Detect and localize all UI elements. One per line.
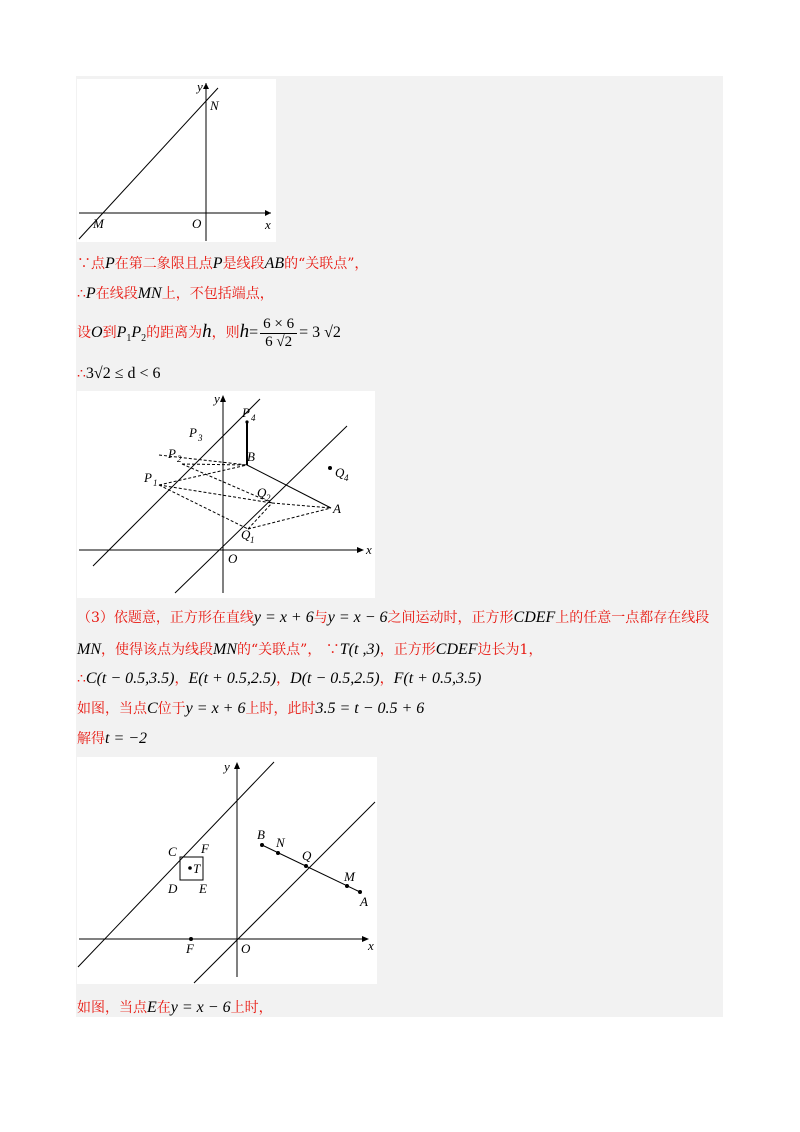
label-y: y [224,759,230,774]
text: 上的任意一点都存在线段 [555,610,710,626]
math-p2: P [131,324,142,341]
line-10 [77,998,273,1018]
sub: 1 [126,332,132,344]
figure-2-svg [77,391,375,598]
label-m: M [93,216,104,231]
text: 解得 [77,731,105,747]
text: 的“关联点”， ∵ [237,642,340,658]
math-square: CDEF [513,609,556,626]
text: 如图，当点 [77,701,147,717]
label-q1-sub: 1 [250,535,255,545]
text: 上，不包括端点， [161,286,274,302]
line-9 [77,729,147,749]
label-b: B [247,449,255,464]
label-p3-sub: 3 [198,433,203,443]
math-line-1: y = x + 6 [253,609,314,626]
label-p4-sub: 4 [251,413,256,423]
label-f-square: F [201,841,209,856]
figure-2-graph [77,391,375,598]
text: ， [276,671,291,687]
text: 位于 [157,701,186,717]
label-o: O [192,216,202,231]
line-2 [77,284,274,304]
line-lower [175,426,347,593]
text: ∴ [77,671,86,687]
text: 的“关联点”， [284,256,369,272]
math-result: t = −2 [105,730,148,747]
label-p4: P [242,405,250,420]
figure-3-svg [77,757,377,984]
math-f: F(t + 0.5,3.5) [393,670,482,687]
math-equation: 3.5 = t − 0.5 + 6 [315,700,425,717]
label-a: A [360,894,368,909]
point-m [345,884,349,888]
math-p: P [212,255,223,272]
text: ， [379,671,394,687]
label-q2-sub: 2 [266,493,271,503]
label-t: T [193,861,201,876]
label-m: M [344,869,355,884]
label-e: E [199,881,207,896]
math-c: C [147,700,158,717]
label-b: B [257,827,265,842]
label-y: y [214,391,220,406]
math-mn: MN [77,641,101,658]
line-7 [77,669,481,689]
fraction-denominator: 6 √2 [265,333,293,350]
label-q: Q [302,848,312,863]
figure-1-svg [77,79,276,242]
line-5 [77,608,709,628]
label-p2-sub: 2 [177,454,182,464]
text: 在 [156,1000,171,1016]
text: ∴ [77,286,86,302]
math-e: E(t + 0.5,2.5) [188,670,277,687]
text: 上时，此时 [245,701,316,717]
math-mn: MN [213,641,237,658]
math-p: P [105,255,115,272]
point-q4 [328,466,332,470]
label-q1: Q [241,527,251,542]
point-t [188,866,192,870]
y-axis-arrow-icon [203,83,209,89]
figure-3-graph [77,757,377,984]
math-result: = 3 √2 [299,324,341,341]
math-ab: AB [264,255,285,272]
text: 到 [102,325,117,341]
math-d: D(t − 0.5,2.5) [290,670,380,687]
text: ∵点 [77,256,105,272]
line-6 [77,640,542,660]
point-q [304,864,308,868]
label-x: x [366,542,372,557]
math-line: y = x + 6 [185,700,246,717]
math-inequality: 3√2 ≤ d < 6 [85,365,161,382]
y-axis-arrow-icon [220,395,226,402]
point-n [276,851,280,855]
x-axis-arrow-icon [357,547,364,553]
point-p4 [245,420,248,423]
math-t: T(t ,3) [339,641,380,658]
label-q4-sub: 4 [344,473,349,483]
x-axis-arrow-icon [265,210,271,216]
math-mn: MN [137,285,162,302]
label-x: x [265,217,271,232]
text: ∴ [77,366,86,382]
label-q2: Q [257,485,267,500]
text: 在第二象限且点 [114,256,213,272]
text: （3）依题意，正方形在直线 [77,610,254,626]
label-x: x [368,938,374,953]
text: 上时， [230,1000,273,1016]
sub: 2 [141,332,147,344]
text: 在线段 [95,286,138,302]
text: ，使得该点为线段 [101,642,213,658]
label-o: O [241,941,251,956]
fraction [260,316,297,351]
line-upper [93,399,260,566]
math-h: h [202,321,212,342]
text: 设 [77,325,91,341]
line-3 [77,313,341,358]
text: 与 [313,610,328,626]
label-p1: P [144,470,152,485]
label-p2: P [168,446,176,461]
text: 如图，当点 [77,1000,147,1016]
math-o: O [91,324,103,341]
text: ，正方形 [379,642,436,658]
line-4 [77,364,161,384]
line-8 [77,699,424,719]
y-axis-arrow-icon [234,762,240,769]
math-p: P [85,285,96,302]
line-upper [78,762,274,967]
text: 的距离为 [146,325,203,341]
label-n: N [210,98,219,113]
math-h: h [239,321,250,342]
label-q4: Q [335,465,345,480]
figure-1-graph [77,79,276,242]
fraction-numerator: 6 × 6 [260,316,297,334]
label-p3: P [189,425,197,440]
label-y: y [197,79,203,94]
label-p1-sub: 1 [153,478,158,488]
label-o: O [228,551,238,566]
text: ， [174,671,189,687]
line-lower [194,802,375,983]
label-d: D [168,881,178,896]
math-line: y = x − 6 [170,999,231,1016]
text: 边长为1， [477,642,543,658]
math-e: E [147,999,157,1016]
math-p1: P [116,324,127,341]
math-eq: = [249,324,259,341]
label-c: C [168,844,177,859]
line-1 [77,254,368,274]
math-c: C(t − 0.5,3.5) [85,670,175,687]
math-line-2: y = x − 6 [327,609,388,626]
text: 之间运动时，正方形 [387,610,514,626]
math-square: CDEF [435,641,478,658]
text: ，则 [211,325,240,341]
label-f-axis: F [186,941,194,956]
point-b [260,843,264,847]
label-n: N [276,835,285,850]
text: 是线段 [222,256,265,272]
label-a: A [333,501,341,516]
